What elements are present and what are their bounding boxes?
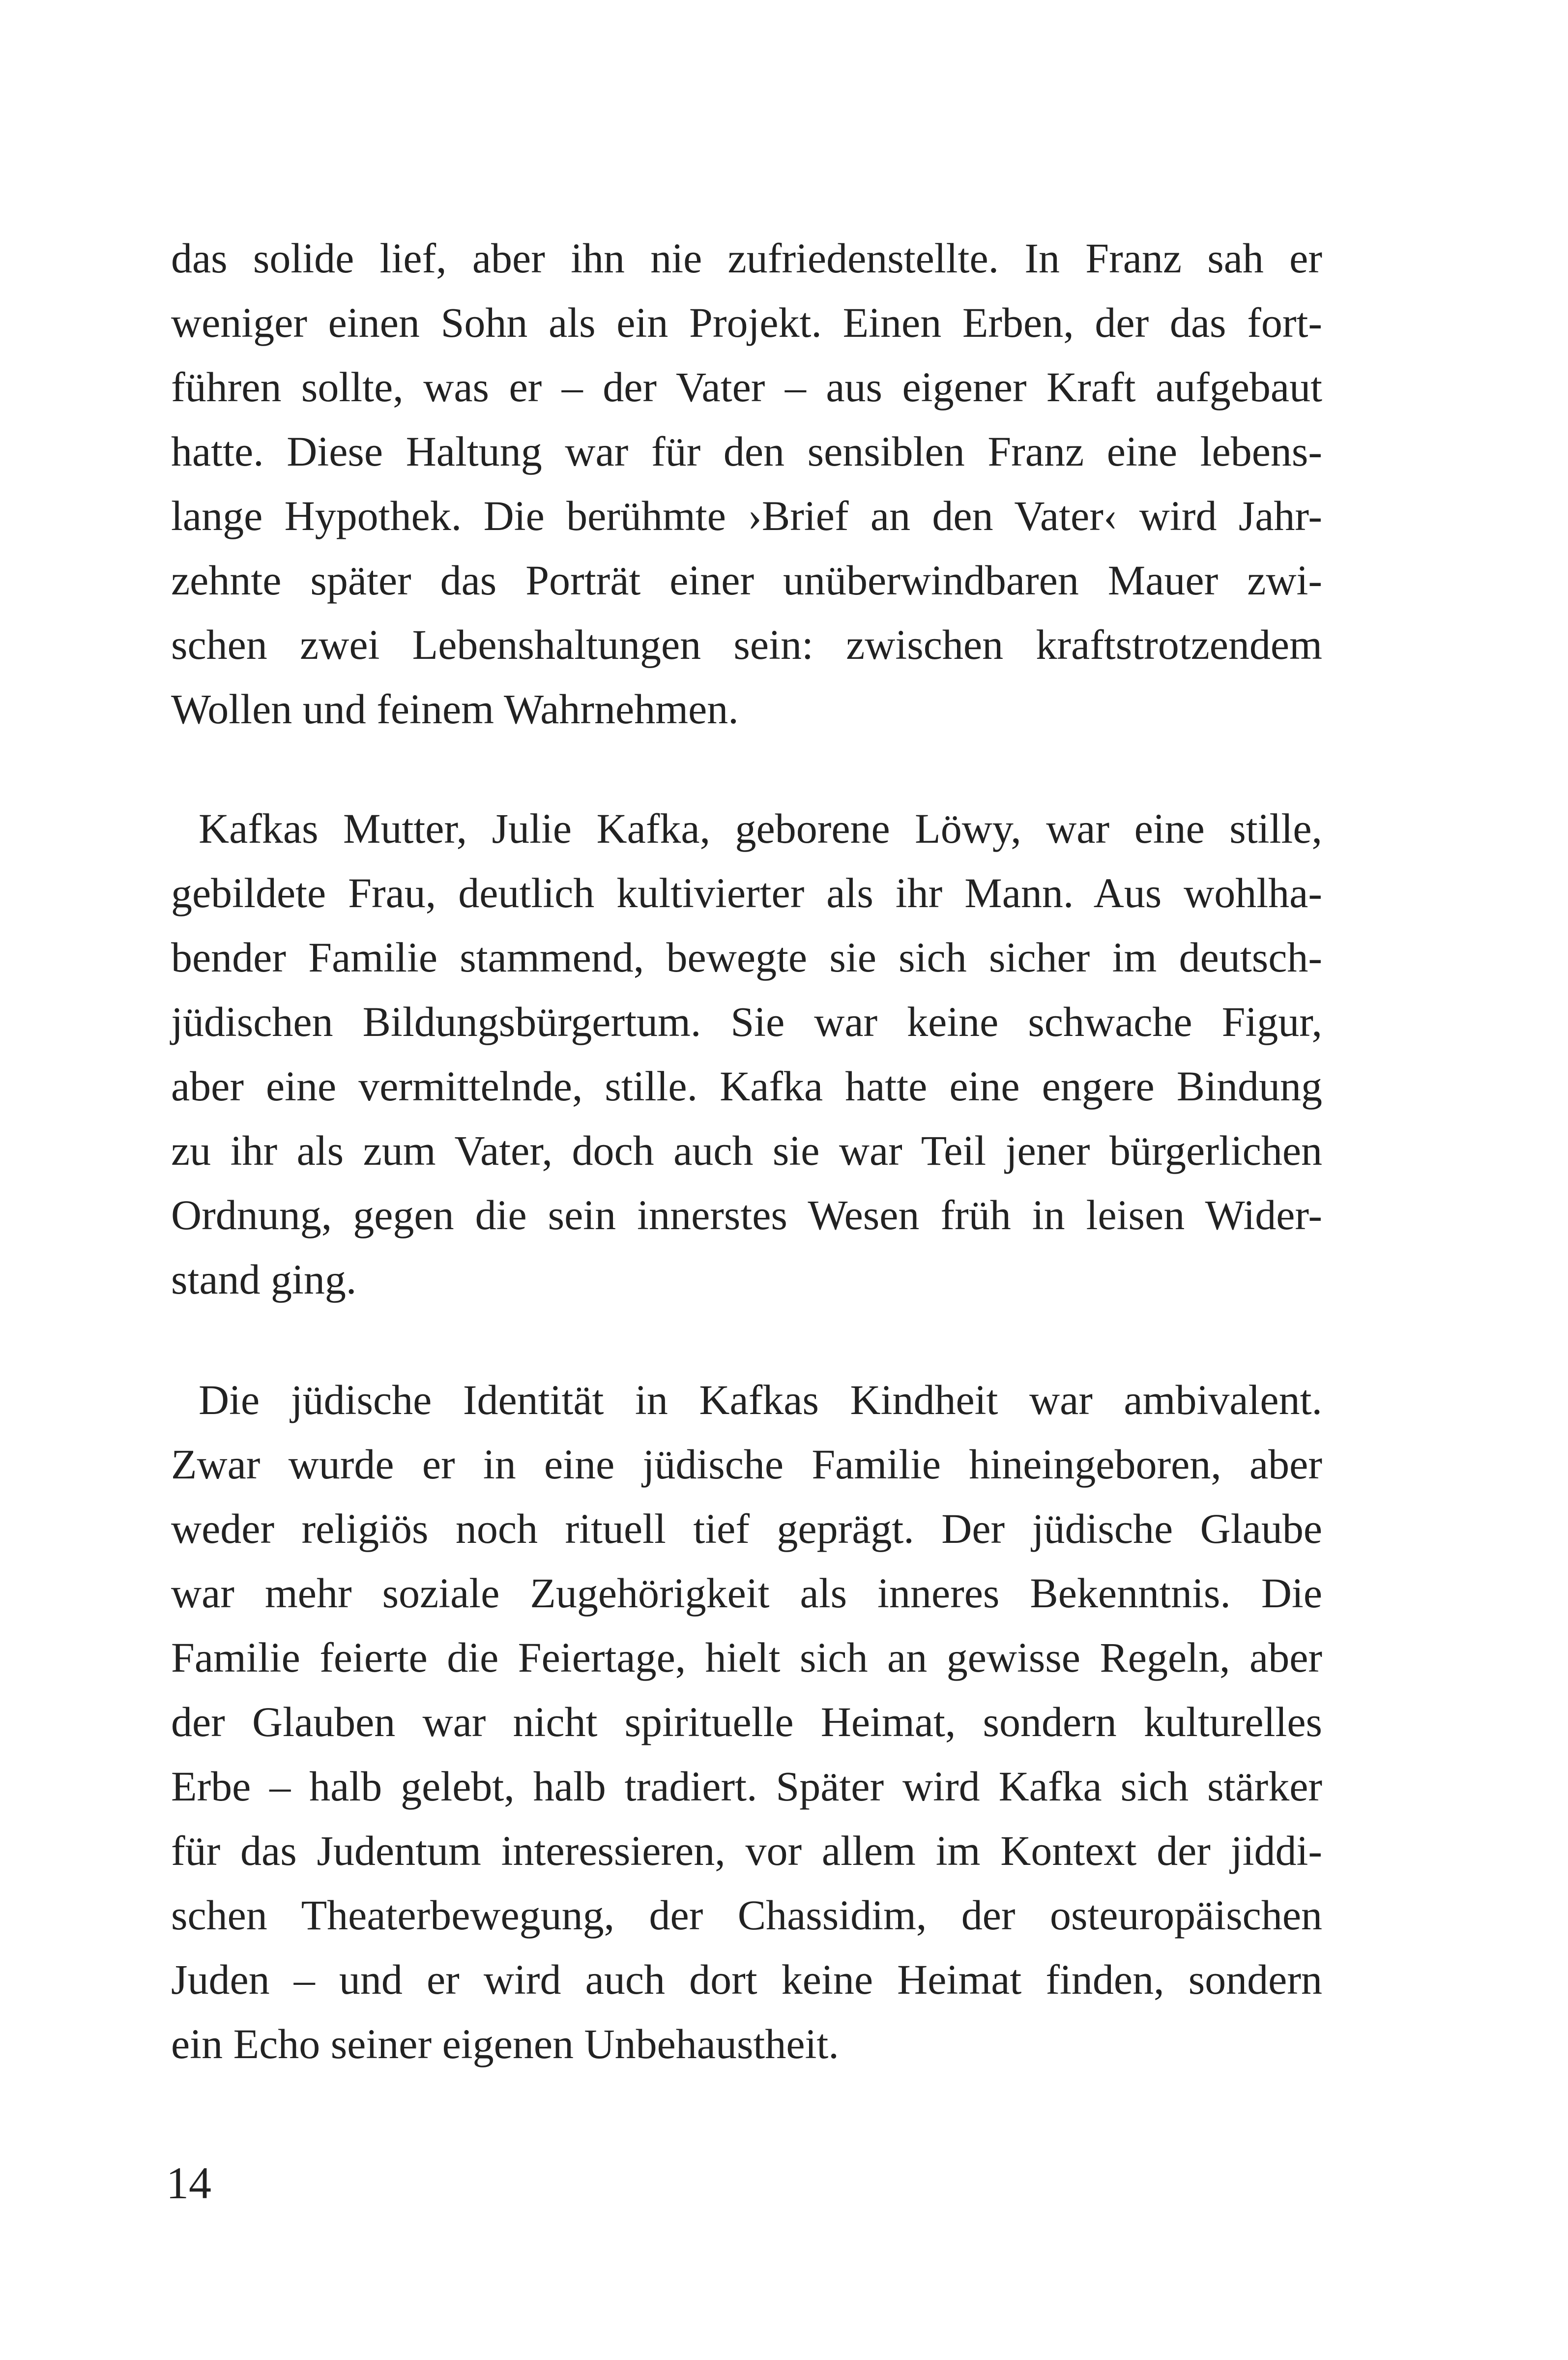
text-line: aber eine vermittelnde, stille. Kafka hatte eine engere Bindung <box>171 1062 1322 1110</box>
text-line: weder religiös noch rituell tief geprägt. Der jüdische Glaube <box>171 1505 1322 1552</box>
paragraph-1 <box>171 226 1322 741</box>
text-line: weniger einen Sohn als ein Projekt. Einen Erben, der das fort- <box>171 299 1322 346</box>
text-line: war mehr soziale Zugehörigkeit als inneres Bekenntnis. Die <box>171 1569 1322 1617</box>
text-line: Familie feierte die Feiertage, hielt sich an gewisse Regeln, aber <box>171 1634 1322 1681</box>
text-line: Erbe – halb gelebt, halb tradiert. Später wird Kafka sich stärker <box>171 1763 1322 1810</box>
page-number: 14 <box>166 2158 211 2208</box>
text-line: jüdischen Bildungsbürgertum. Sie war keine schwache Figur, <box>171 998 1322 1045</box>
text-line: für das Judentum interessieren, vor allem im Kontext der jiddi- <box>171 1827 1322 1874</box>
text-line: stand ging. <box>171 1256 357 1303</box>
text-line: Zwar wurde er in eine jüdische Familie hineingeboren, aber <box>171 1441 1322 1488</box>
text-line: gebildete Frau, deutlich kultivierter als ihr Mann. Aus wohlha- <box>171 869 1322 916</box>
paragraph-2 <box>171 796 1322 1312</box>
text-line: führen sollte, was er – der Vater – aus eigener Kraft aufgebaut <box>171 363 1322 411</box>
text-line: lange Hypothek. Die berühmte ›Brief an den Vater‹ wird Jahr- <box>171 492 1322 539</box>
text-line: Kafkas Mutter, Julie Kafka, geborene Löwy, war eine stille, <box>199 805 1322 852</box>
text-line: Juden – und er wird auch dort keine Heimat finden, sondern <box>171 1956 1322 2003</box>
text-line: Die jüdische Identität in Kafkas Kindheit war ambivalent. <box>199 1376 1322 1423</box>
text-line: das solide lief, aber ihn nie zufriedenstellte. In Franz sah er <box>171 235 1322 282</box>
text-line: zu ihr als zum Vater, doch auch sie war Teil jener bürgerlichen <box>171 1127 1322 1174</box>
text-line: ein Echo seiner eigenen Unbehaustheit. <box>171 2020 839 2067</box>
text-line: bender Familie stammend, bewegte sie sich sicher im deutsch- <box>171 934 1322 981</box>
paragraph-3 <box>171 1368 1322 2076</box>
text-line: schen Theaterbewegung, der Chassidim, der osteuropäischen <box>171 1891 1322 1939</box>
text-line: Ordnung, gegen die sein innerstes Wesen früh in leisen Wider- <box>171 1191 1322 1239</box>
text-line: zehnte später das Porträt einer unüberwindbaren Mauer zwi- <box>171 557 1322 604</box>
text-line: der Glauben war nicht spirituelle Heimat, sondern kulturelles <box>171 1698 1322 1745</box>
text-line: Wollen und feinem Wahrnehmen. <box>171 685 739 733</box>
text-line: hatte. Diese Haltung war für den sensiblen Franz eine lebens- <box>171 428 1322 475</box>
text-line: schen zwei Lebenshaltungen sein: zwischen kraftstrotzendem <box>171 621 1322 668</box>
